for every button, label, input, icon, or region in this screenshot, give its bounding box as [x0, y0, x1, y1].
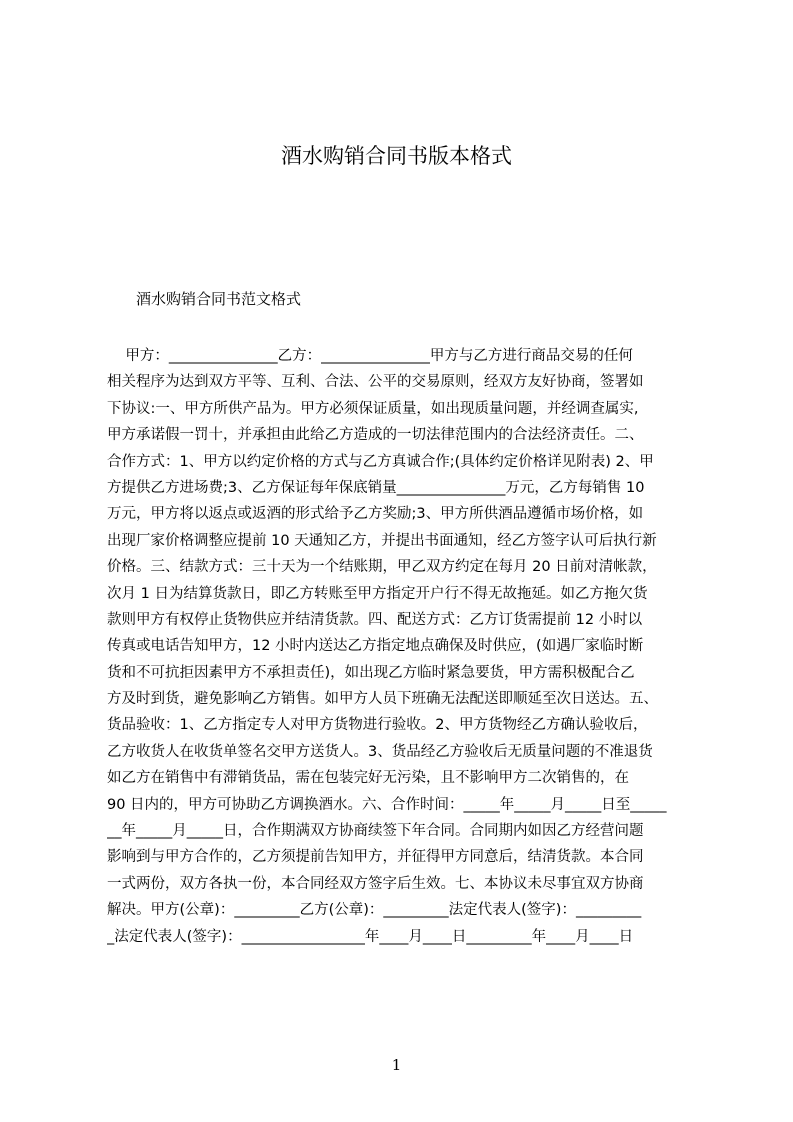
document-subtitle: 酒水购销合同书范文格式: [136, 290, 302, 308]
body-line: __年_____月_____日，合作期满双方协商续签下年合同。合同期内如因乙方经营问题: [107, 823, 644, 840]
body-line: 次月 1 日为结算货款日，即乙方转账至甲方指定开户行不得无故拖延。如乙方拖欠货: [107, 585, 648, 602]
body-line: 货和不可抗拒因素甲方不承担责任)，如出现乙方临时紧急要货，甲方需积极配合乙: [107, 664, 635, 681]
body-line: 万元，甲方将以返点或返酒的形式给予乙方奖励;3、甲方所供酒品遵循市场价格，如: [107, 506, 644, 523]
body-line: 乙方收货人在收货单签名交甲方送货人。3、货品经乙方验收后无质量问题的不准退货: [107, 743, 653, 760]
body-line: 甲方承诺假一罚十，并承担由此给乙方造成的一切法律范围内的合法经济责任。二、: [107, 427, 644, 444]
body-line: 合作方式：1、甲方以约定价格的方式与乙方真诚合作;(具体约定价格详见附表) 2、甲: [107, 453, 654, 470]
page-title: 酒水购销合同书版本格式: [281, 144, 512, 168]
body-line: 货品验收：1、乙方指定专人对甲方货物进行验收。2、甲方货物经乙方确认验收后，: [107, 717, 648, 734]
page-number: 1: [391, 1056, 402, 1074]
body-line: 传真或电话告知甲方，12 小时内送达乙方指定地点确保及时供应，(如遇厂家临时断: [107, 638, 644, 655]
body-line: 方提供乙方进场费;3、乙方保证每年保底销量_______________万元，乙方每销售 10: [107, 479, 645, 496]
body-line: 款则甲方有权停止货物供应并结清货款。四、配送方式：乙方订货需提前 12 小时以: [107, 611, 643, 628]
body-line: 甲方：_______________乙方：_______________甲方与乙方进行商品交易的任何: [107, 348, 633, 364]
body-line: 方及时到货，避免影响乙方销售。如甲方人员下班确无法配送即顺延至次日送达。五、: [107, 691, 658, 708]
body-line: 90 日内的，甲方可协助乙方调换酒水。六、合作时间：_____年_____月_____日至_____: [107, 796, 667, 813]
body-line: 影响到与甲方合作的，乙方须提前告知甲方，并征得甲方同意后，结清货款。本合同: [107, 849, 644, 866]
body-line: 解决。甲方(公章)：_________乙方(公章)：_________法定代表人(签字)：_________: [107, 902, 642, 919]
body-line: 价格。三、结款方式：三十天为一个结账期，甲乙双方约定在每月 20 日前对清帐款，: [107, 559, 657, 576]
body-line: 下协议:一、甲方所供产品为。甲方必须保证质量，如出现质量问题，并经调查属实,: [107, 400, 639, 417]
body-line: 如乙方在销售中有滞销货品，需在包装完好无污染，且不影响甲方二次销售的，在: [107, 770, 629, 787]
body-line: 出现厂家价格调整应提前 10 天通知乙方，并提出书面通知，经乙方签字认可后执行新: [107, 532, 657, 549]
body-line: 相关程序为达到双方平等、互利、合法、公平的交易原则，经双方友好协商，签署如: [107, 374, 644, 391]
contract-body: [107, 343, 697, 963]
body-line: _法定代表人(签字)：_________________年____月____日_________年____月____日: [107, 928, 634, 945]
body-line: 一式两份，双方各执一份，本合同经双方签字后生效。七、本协议未尽事宜双方协商: [107, 875, 644, 892]
